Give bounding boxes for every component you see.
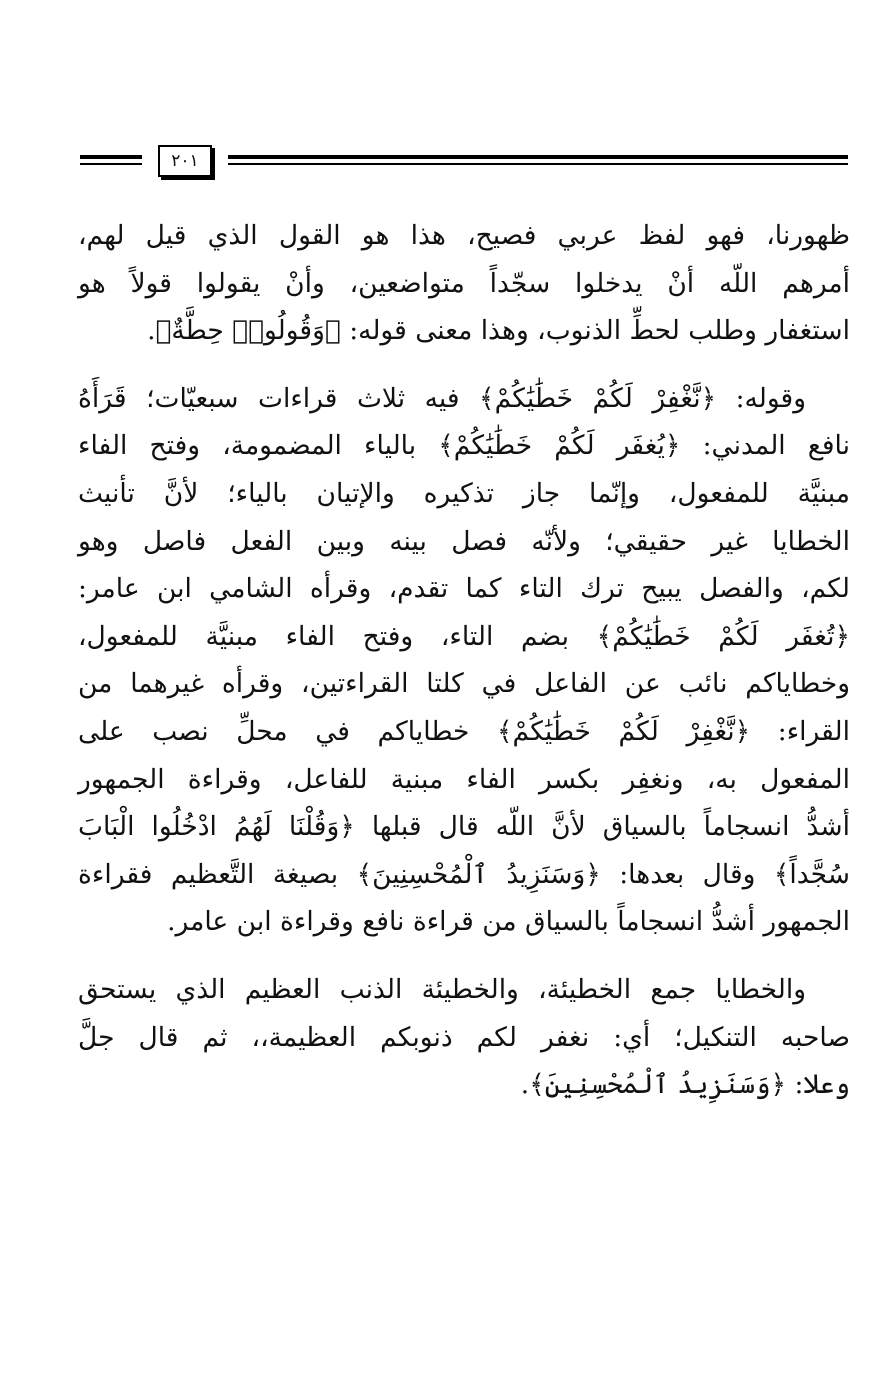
page-header — [80, 145, 848, 177]
header-rule-right — [228, 155, 848, 169]
text-line: مبنيَّة للمفعول، وإنّما جاز تذكيره والإتيان بالياء؛ لأنَّ تأنيث — [78, 477, 850, 509]
text-line: لكم، والفصل يبيح ترك التاء كما تقدم، وقرأه الشامي ابن عامر: — [78, 573, 850, 605]
text-line: ﴿تُغفَر لَكُمْ خَطَٰيَٰكُمْ﴾ بضم التاء، وفتح الفاء مبنيَّة للمفعول، — [78, 620, 850, 652]
text-line: أشدُّ انسجاماً بالسياق لأنَّ اللّه قال قبلها ﴿وَقُلْنَا لَهُمُ ادْخُلُوا الْبَابَ — [78, 811, 850, 843]
text-line: استغفار وطلب لحطِّ الذنوب، وهذا معنى قوله: ﴿وَقُولُوا۟ حِطَّةٌ﴾. — [147, 315, 850, 347]
text-line: الجمهور أشدُّ انسجاماً بالسياق من قراءة نافع وقراءة ابن عامر. — [167, 906, 850, 938]
header-rule-left — [80, 155, 142, 169]
text-line: ظهورنا، فهو لفظ عربي فصيح، هذا هو القول الذي قيل لهم، — [78, 220, 850, 251]
paragraph-2 — [78, 375, 850, 946]
text-line: الخطايا غير حقيقي؛ ولأنّه فصل بينه وبين الفعل فاصل وهو — [78, 525, 850, 557]
text-line: المفعول به، ونغفِر بكسر الفاء مبنية للفاعل، وقراءة الجمهور — [78, 763, 850, 795]
text-line: سُجَّداً﴾ وقال بعدها: ﴿وَسَنَزِيدُ ٱلْمُحْسِنِينَ﴾ بصيغة التَّعظيم فقراءة — [78, 858, 850, 890]
text-line: القراء: ﴿نَّغْفِرْ لَكُمْ خَطَٰيَٰكُمْ﴾ خطاياكم في محلِّ نصب على — [78, 715, 850, 747]
paragraph-3 — [78, 966, 850, 1109]
text-line: أمرهم اللّه أنْ يدخلوا سجّداً متواضعين، وأنْ يقولوا قولاً هو — [78, 267, 850, 299]
text-line: والخطايا جمع الخطيئة، والخطيئة الذنب العظيم الذي يستحق — [78, 973, 806, 1005]
page-number: ٢٠١ — [158, 145, 212, 177]
text-line: نافع المدني: ﴿يُغفَر لَكُمْ خَطَٰيَٰكُمْ﴾ بالياء المضمومة، وفتح الفاء — [78, 430, 850, 462]
text-line: وعلا: ﴿وَسَنَزِيدُ ٱلْمُحْسِنِينَ﴾. — [520, 1069, 850, 1101]
text-line: وقوله: ﴿نَّغْفِرْ لَكُمْ خَطَٰيَٰكُمْ﴾ فيه ثلاث قراءات سبعيّات؛ قَرَأَهُ — [78, 382, 806, 414]
text-line: وخطاياكم نائب عن الفاعل في كلتا القراءتين، وقرأه غيرهما من — [78, 668, 850, 700]
body-text — [78, 212, 850, 1129]
text-line: صاحبه التنكيل؛ أي: نغفر لكم ذنوبكم العظيمة،، ثم قال جلَّ — [78, 1021, 850, 1053]
paragraph-1 — [78, 212, 850, 355]
